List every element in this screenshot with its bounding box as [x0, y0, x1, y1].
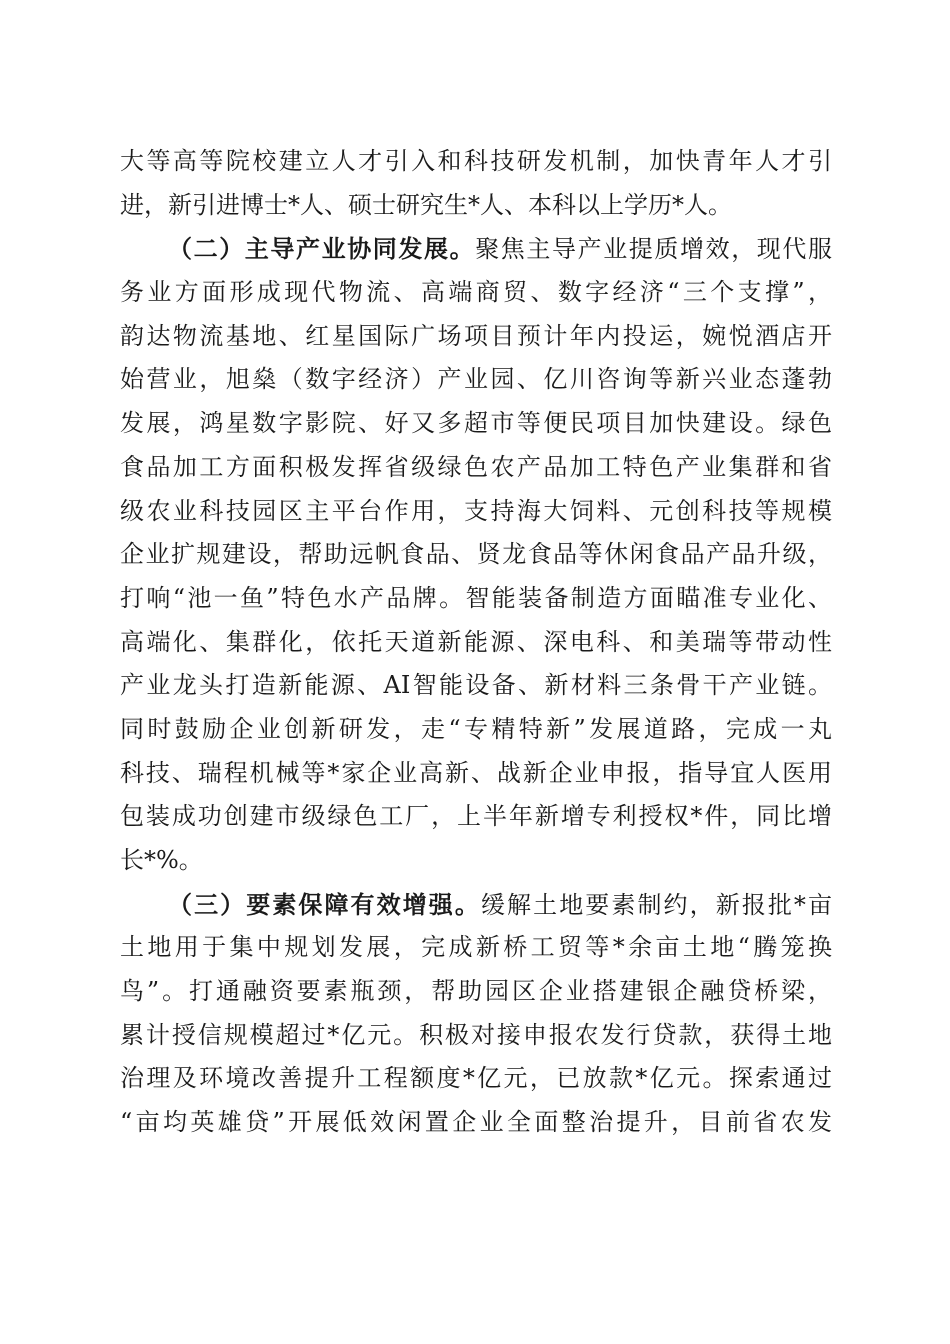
text-line: 务业方面形成现代物流、高端商贸、数字经济“三个支撑”， — [120, 278, 832, 307]
text-line — [120, 227, 832, 271]
text-line: 大等高等院校建立人才引入和科技研发机制，加快青年人才引 — [120, 147, 832, 175]
text-line: 发展，鸿星数字影院、好又多超市等便民项目加快建设。绿色 — [120, 409, 832, 438]
section-heading: （三）要素保障有效增强。 — [168, 889, 481, 919]
text-line: 治理及环境改善提升工程额度*亿元，已放款*亿元。探索通过 — [120, 1064, 832, 1093]
text-line: 打响“池一鱼”特色水产品牌。智能装备制造方面瞄准专业化、 — [120, 583, 832, 612]
text-line: 同时鼓励企业创新研发，走“专精特新”发展道路，完成一丸 — [120, 714, 832, 743]
text-line: 高端化、集群化，依托天道新能源、深电科、和美瑞等带动性 — [120, 627, 832, 656]
paragraph-factors — [120, 883, 832, 1145]
document-body — [120, 140, 832, 1145]
section-heading: （二）主导产业协同发展。 — [168, 234, 476, 264]
text-line: 企业扩规建设，帮助远帆食品、贤龙食品等休闲食品产品升级， — [120, 540, 832, 569]
text-line: 科技、瑞程机械等*家企业高新、战新企业申报，指导宜人医用 — [120, 758, 832, 787]
text-run: 聚焦主导产业提质增效，现代服 — [475, 235, 833, 264]
text-line: 产业龙头打造新能源、AI智能设备、新材料三条骨干产业链。 — [120, 671, 832, 700]
text-line: 土地用于集中规划发展，完成新桥工贸等*余亩土地“腾笼换 — [120, 933, 832, 962]
text-line — [120, 883, 832, 927]
paragraph-industry — [120, 227, 832, 882]
text-line: “亩均英雄贷”开展低效闲置企业全面整治提升，目前省农发 — [120, 1108, 832, 1137]
text-line: 级农业科技园区主平台作用，支持海大饲料、元创科技等规模 — [120, 496, 832, 525]
text-line: 长*%。 — [120, 846, 203, 874]
paragraph-talent — [120, 140, 832, 227]
text-line: 韵达物流基地、红星国际广场项目预计年内投运，婉悦酒店开 — [120, 321, 832, 350]
text-line: 包装成功创建市级绿色工厂，上半年新增专利授权*件，同比增 — [120, 802, 832, 831]
text-line: 鸟”。打通融资要素瓶颈，帮助园区企业搭建银企融贷桥梁， — [120, 977, 832, 1006]
text-line: 食品加工方面积极发挥省级绿色农产品加工特色产业集群和省 — [120, 452, 832, 481]
text-line: 累计授信规模超过*亿元。积极对接申报农发行贷款，获得土地 — [120, 1020, 832, 1049]
text-line: 进，新引进博士*人、硕士研究生*人、本科以上学历*人。 — [120, 190, 732, 219]
text-run: 缓解土地要素制约，新报批*亩 — [480, 890, 833, 919]
text-line: 始营业，旭燊（数字经济）产业园、亿川咨询等新兴业态蓬勃 — [120, 365, 832, 394]
